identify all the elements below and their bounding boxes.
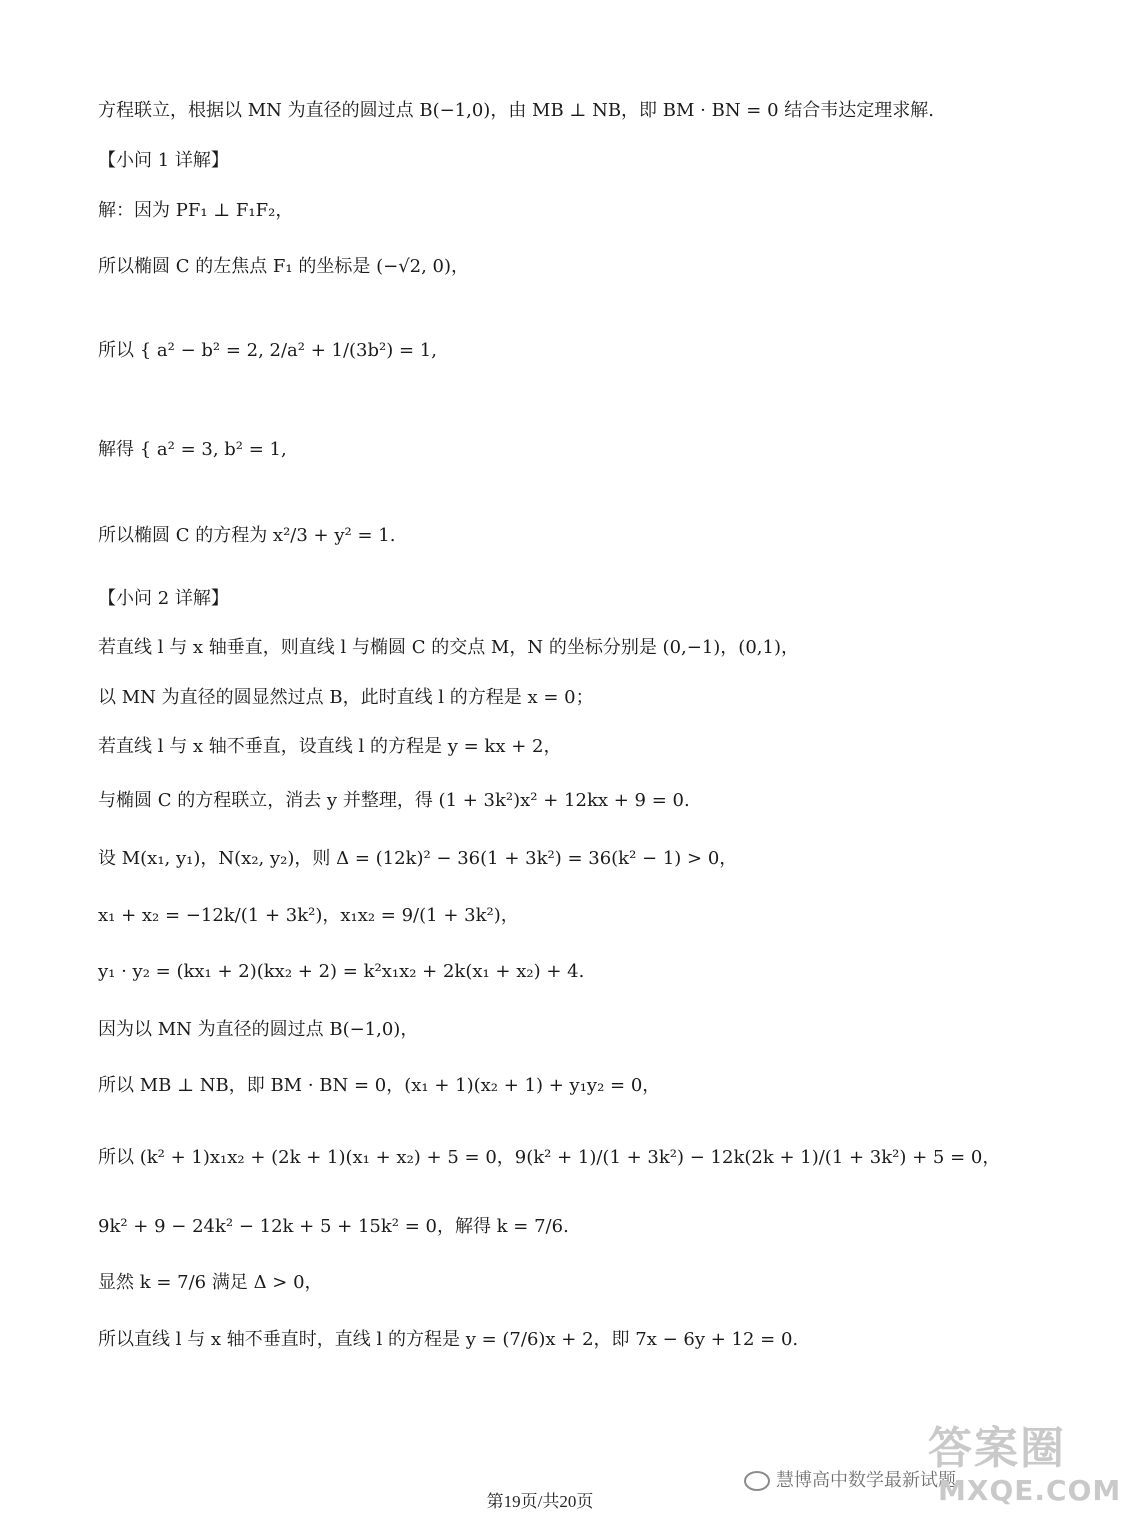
text-line: 设 M(x₁, y₁)，N(x₂, y₂)，则 Δ = (12k)² − 36(1 + 3k²) = 36(k² − 1) > 0，: [98, 848, 738, 869]
text-line: y₁ · y₂ = (kx₁ + 2)(kx₂ + 2) = k²x₁x₂ + 2k(x₁ + x₂) + 4.: [98, 961, 585, 982]
text-line: 9k² + 9 − 24k² − 12k + 5 + 15k² = 0，解得 k = 7/6.: [98, 1216, 569, 1237]
wechat-watermark-text: 慧博高中数学最新试题: [776, 1470, 956, 1491]
text-line: 所以椭圆 C 的左焦点 F₁ 的坐标是 (−√2, 0)，: [98, 256, 470, 277]
text-line: 【小问 1 详解】: [98, 150, 229, 171]
page-number: 第19页/共20页: [486, 1492, 594, 1511]
text-line: 所以 (k² + 1)x₁x₂ + (2k + 1)(x₁ + x₂) + 5 = 0，9(k² + 1)/(1 + 3k²) − 12k(2k + 1)/(1 + 3k²) + 5 = 0，: [98, 1147, 1001, 1168]
text-line: 显然 k = 7/6 满足 Δ > 0，: [98, 1272, 323, 1293]
text-line: x₁ + x₂ = −12k/(1 + 3k²)，x₁x₂ = 9/(1 + 3k²)，: [98, 905, 519, 926]
wechat-icon: [744, 1471, 770, 1491]
text-line: 以 MN 为直径的圆显然过点 B，此时直线 l 的方程是 x = 0；: [98, 687, 594, 708]
text-line: 解得 { a² = 3, b² = 1,: [98, 439, 287, 460]
site-logo-watermark: [918, 1412, 1121, 1522]
logo-text: 答案圈: [928, 1423, 1066, 1474]
text-line: 因为以 MN 为直径的圆过点 B(−1,0)，: [98, 1019, 419, 1040]
text-line: 解：因为 PF₁ ⊥ F₁F₂，: [98, 200, 294, 221]
text-line: 若直线 l 与 x 轴不垂直，设直线 l 的方程是 y = kx + 2，: [98, 736, 562, 757]
text-line: 方程联立，根据以 MN 为直径的圆过点 B(−1,0)，由 MB ⊥ NB，即 BM · BN = 0 结合韦达定理求解.: [98, 100, 934, 121]
text-line: 【小问 2 详解】: [98, 588, 229, 609]
text-line: 所以 MB ⊥ NB，即 BM · BN = 0，(x₁ + 1)(x₂ + 1) + y₁y₂ = 0，: [98, 1075, 661, 1096]
text-line: 所以直线 l 与 x 轴不垂直时，直线 l 的方程是 y = (7/6)x + 2，即 7x − 6y + 12 = 0.: [98, 1329, 799, 1350]
text-line: 所以椭圆 C 的方程为 x²/3 + y² = 1.: [98, 525, 396, 546]
text-line: 若直线 l 与 x 轴垂直，则直线 l 与椭圆 C 的交点 M，N 的坐标分别是 (0,−1)，(0,1)，: [98, 637, 799, 658]
text-line: 与椭圆 C 的方程联立，消去 y 并整理，得 (1 + 3k²)x² + 12kx + 9 = 0.: [98, 790, 690, 811]
logo-url: MXQE.COM: [938, 1474, 1121, 1507]
text-line: 所以 { a² − b² = 2, 2/a² + 1/(3b²) = 1,: [98, 340, 437, 361]
